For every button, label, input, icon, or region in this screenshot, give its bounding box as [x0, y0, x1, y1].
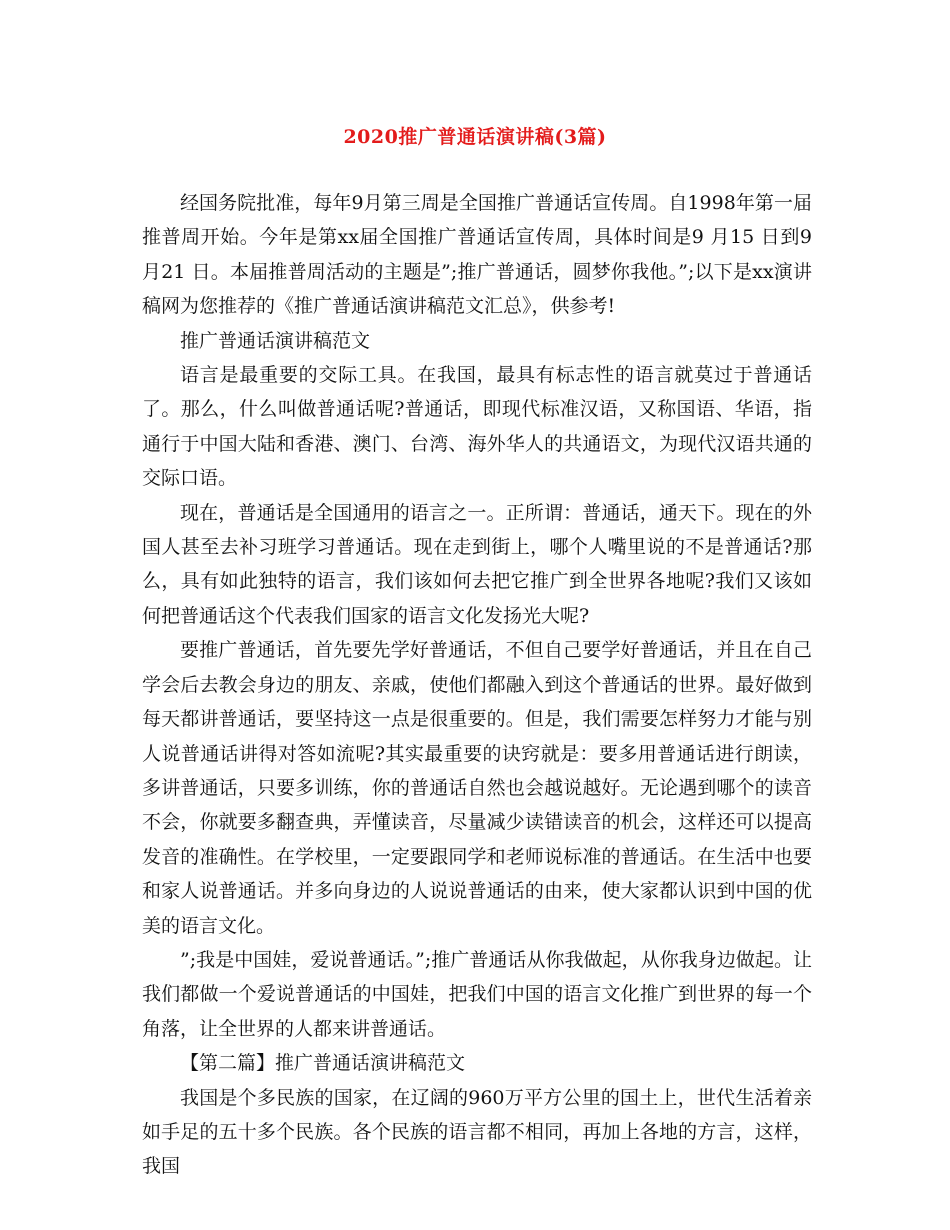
section-heading-second: 【第二篇】推广普通话演讲稿范文: [180, 1052, 466, 1075]
body-paragraph: 语言是最重要的交际工具。在我国，最具有标志性的语言就莫过于普通话了。那么，什么叫做普通话呢?普通话，即现代标准汉语，又称国语、华语，指通行于中国大陆和香港、澳门、台湾、海外华人的共通语文，为现代汉语共通的交际口语。: [142, 364, 812, 490]
body-paragraph: 我国是个多民族的国家，在辽阔的960万平方公里的国土上，世代生活着亲如手足的五十多个民族。各个民族的语言都不相同，再加上各地的方言，这样，我国: [142, 1086, 812, 1178]
body-paragraph: ”;我是中国娃，爱说普通话。”;推广普通话从你我做起，从你我身边做起。让我们都做一个爱说普通话的中国娃，把我们中国的语言文化推广到世界的每一个角落，让全世界的人都来讲普通话。: [142, 948, 812, 1040]
body-paragraph: 要推广普通话，首先要先学好普通话，不但自己要学好普通话，并且在自己学会后去教会身边的朋友、亲戚，使他们都融入到这个普通话的世界。最好做到每天都讲普通话，要坚持这一点是很重要的。但是，我们需要怎样努力才能与别人说普通话讲得对答如流呢?其实最重要的诀窍就是：要多用普通话进行朗读，多讲普通话，只要多训练，你的普通话自然也会越说越好。无论遇到哪个的读音不会，你就要多翻查典，弄懂读音，尽量减少读错读音的机会，这样还可以提高发音的准确性。在学校里，一定要跟同学和老师说标准的普通话。在生活中也要和家人说普通话。并多向身边的人说说普通话的由来，使大家都认识到中国的优美的语言文化。: [142, 639, 812, 937]
document-title: 2020推广普通话演讲稿(3篇): [343, 126, 607, 148]
intro-paragraph: 经国务院批准，每年9月第三周是全国推广普通话宣传周。自1998年第一届推普周开始。今年是第xx届全国推广普通话宣传周，具体时间是9 月15 日到9月21 日。本届推普周活动的主题是”;推广普通话，圆梦你我他。”;以下是xx演讲稿网为您推荐的《推广普通话演讲稿范文汇总》，供参考!: [142, 192, 812, 318]
document-body: [142, 186, 812, 1184]
body-paragraph: 现在，普通话是全国通用的语言之一。正所谓：普通话，通天下。现在的外国人甚至去补习班学习普通话。现在走到街上，哪个人嘴里说的不是普通话?那么，具有如此独特的语言，我们该如何去把它推广到全世界各地呢?我们又该如何把普通话这个代表我们国家的语言文化发扬光大呢?: [142, 501, 812, 627]
section-heading-first: 推广普通话演讲稿范文: [180, 329, 371, 352]
